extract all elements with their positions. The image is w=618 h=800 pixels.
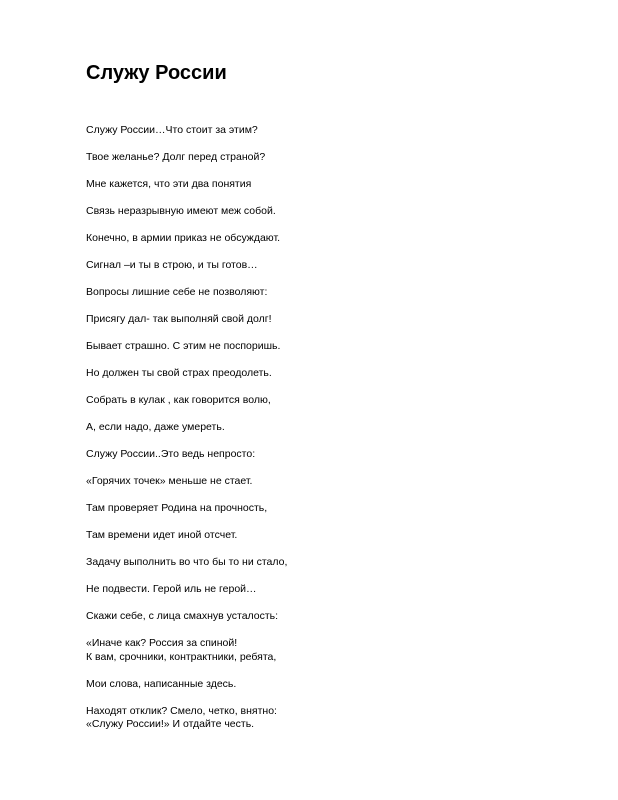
poem-stanza — [86, 340, 586, 354]
poem-line: Задачу выполнить во что бы то ни стало, — [86, 556, 288, 568]
poem-line: Скажи себе, с лица смахнув усталость: — [86, 610, 279, 622]
poem-line: Собрать в кулак , как говорится волю, — [86, 394, 271, 406]
poem-line: Конечно, в армии приказ не обсуждают. — [86, 232, 281, 244]
poem-stanza — [86, 367, 586, 381]
poem-stanza — [86, 637, 586, 664]
poem-line: К вам, срочники, контрактники, ребята, — [86, 650, 277, 663]
poem-line: Связь неразрывную имеют меж собой. — [86, 205, 276, 217]
poem-line: Сигнал –и ты в строю, и ты готов… — [86, 259, 258, 271]
poem-line: Мне кажется, что эти два понятия — [86, 178, 252, 190]
poem-line: Служу России..Это ведь непросто: — [86, 448, 256, 460]
poem-stanza — [86, 678, 586, 692]
poem-stanza — [86, 259, 586, 273]
page-title: Служу России — [86, 62, 227, 84]
poem-stanza — [86, 394, 586, 408]
poem-line: Не подвести. Герой иль не герой… — [86, 583, 257, 595]
poem-stanza — [86, 313, 586, 327]
poem-stanza — [86, 151, 586, 165]
poem-stanza — [86, 556, 586, 570]
poem-line: Присягу дал- так выполняй свой долг! — [86, 313, 272, 325]
poem-line: Бывает страшно. С этим не поспоришь. — [86, 340, 281, 352]
poem-line: Вопросы лишние себе не позволяют: — [86, 286, 268, 298]
poem-line: «Иначе как? Россия за спиной! — [86, 637, 238, 649]
poem-stanza — [86, 178, 586, 192]
poem-stanza — [86, 583, 586, 597]
poem-body — [86, 124, 586, 745]
poem-stanza — [86, 448, 586, 462]
poem-line: «Горячих точек» меньше не стает. — [86, 475, 253, 487]
poem-stanza — [86, 705, 586, 732]
poem-stanza — [86, 502, 586, 516]
poem-stanza — [86, 205, 586, 219]
poem-line: Мои слова, написанные здесь. — [86, 677, 237, 690]
poem-line: Там времени идет иной отсчет. — [86, 529, 238, 541]
poem-line: Но должен ты свой страх преодолеть. — [86, 367, 272, 379]
poem-stanza — [86, 286, 586, 300]
poem-stanza — [86, 232, 586, 246]
poem-line: Там проверяет Родина на прочность, — [86, 502, 268, 514]
poem-stanza — [86, 421, 586, 435]
poem-line: Служу России…Что стоит за этим? — [86, 124, 258, 136]
poem-stanza — [86, 529, 586, 543]
poem-line: «Служу России!» И отдайте честь. — [86, 718, 255, 730]
poem-line: А, если надо, даже умереть. — [86, 421, 225, 433]
poem-line: Находят отклик? Смело, четко, внятно: — [86, 704, 277, 717]
poem-stanza — [86, 475, 586, 489]
poem-line: Твое желанье? Долг перед страной? — [86, 151, 266, 163]
poem-stanza — [86, 124, 586, 138]
poem-stanza — [86, 610, 586, 624]
